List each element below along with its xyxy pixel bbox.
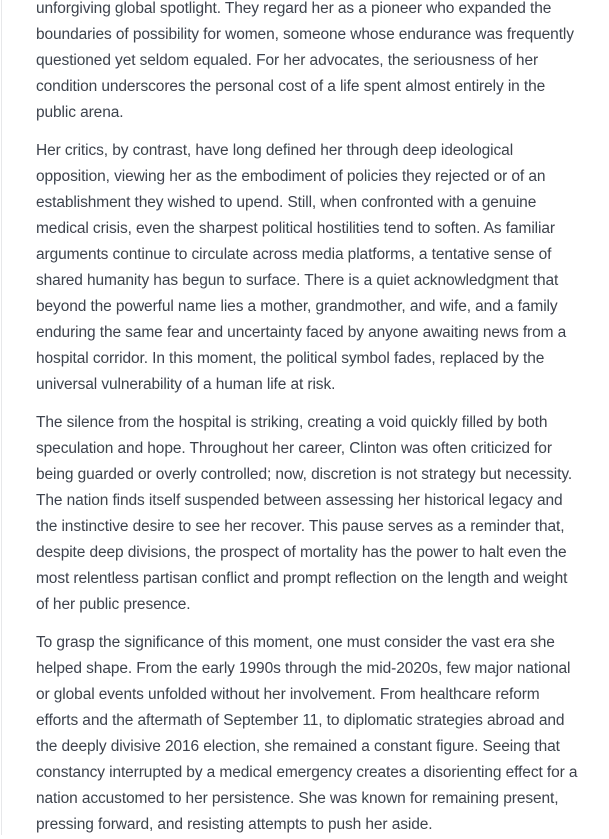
- article-body: [2, 0, 609, 838]
- paragraph: Her critics, by contrast, have long defined her through deep ideological opposition, viewing her as the embodiment of policies they rejected or of an establishment they wished to upend. Still, when confronted with a genuine medical crisis, even the sharpest political hostilities tend to soften. As familiar arguments continue to circulate across media platforms, a tentative sense of shared humanity has begun to surface. There is a quiet acknowledgment that beyond the powerful name lies a mother, grandmother, and wife, and a family enduring the same fear and uncertainty faced by anyone awaiting news from a hospital corridor. In this moment, the political symbol fades, replaced by the universal vulnerability of a human life at risk.: [36, 142, 567, 393]
- paragraph: unforgiving global spotlight. They regard her as a pioneer who expanded the boundaries of possibility for women, someone whose endurance was frequently questioned yet seldom equaled. For her advocates, the seriousness of her condition underscores the personal cost of a life spent almost entirely in the public arena.: [36, 0, 574, 121]
- article-pane: [1, 0, 609, 835]
- paragraph: To grasp the significance of this moment, one must consider the vast era she helped shape. From the early 1990s through the mid-2020s, few major national or global events unfolded without her involvement. From healthcare reform efforts and the aftermath of September 11, to diplomatic strategies abroad and the deeply divisive 2016 election, she remained a constant figure. Seeing that constancy interrupted by a medical emergency creates a disorienting effect for a nation accustomed to her persistence. She was known for remaining present, pressing forward, and resisting attempts to push her aside.: [36, 634, 578, 833]
- paragraph: The silence from the hospital is striking, creating a void quickly filled by both speculation and hope. Throughout her career, Clinton was often criticized for being guarded or overly controlled; now, discretion is not strategy but necessity. The nation finds itself suspended between assessing her historical legacy and the instinctive desire to see her recover. This pause serves as a reminder that, despite deep divisions, the prospect of mortality has the power to halt even the most relentless partisan conflict and prompt reflection on the length and weight of her public presence.: [36, 414, 573, 613]
